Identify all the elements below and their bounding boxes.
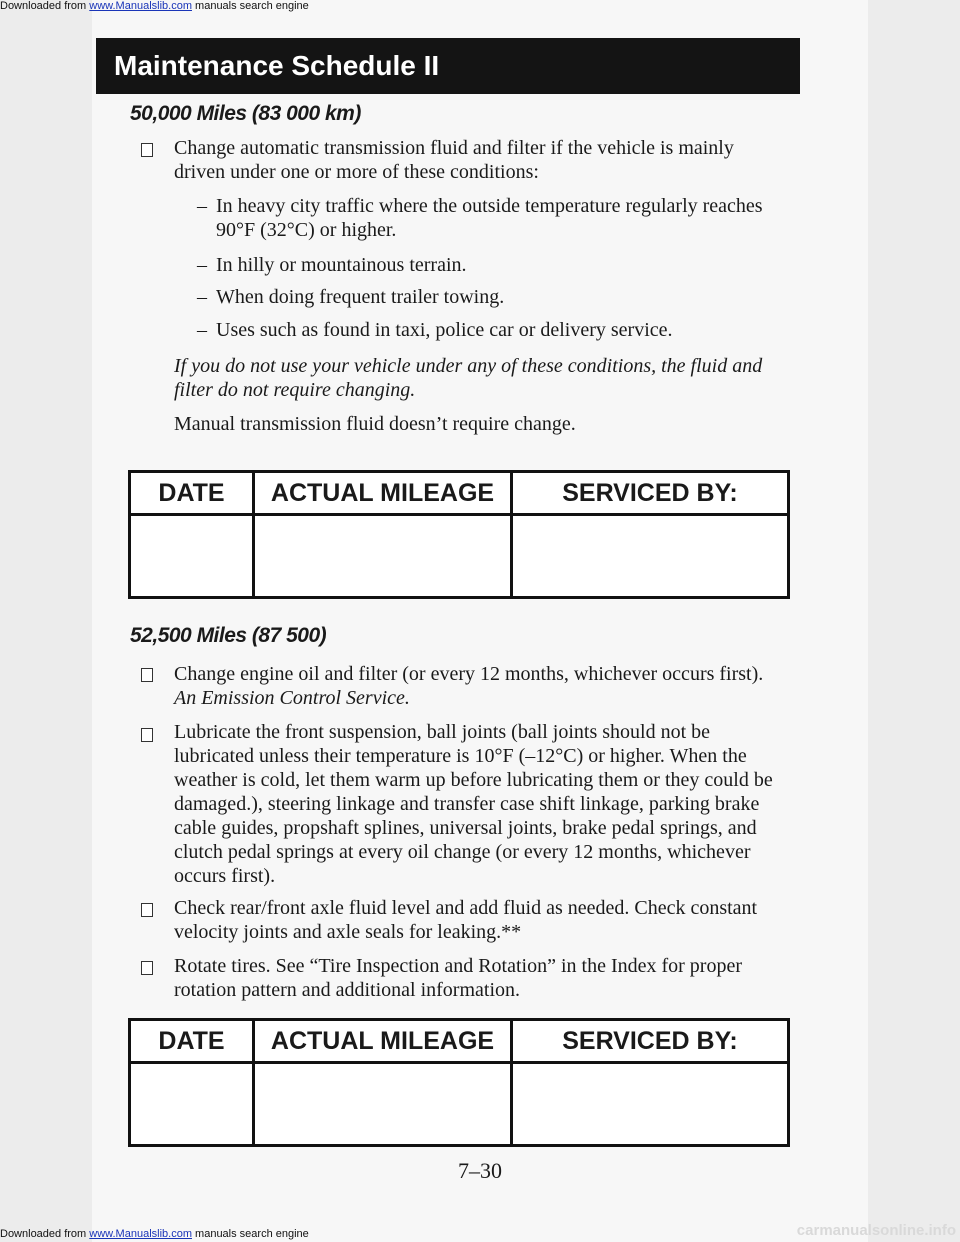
serviced-by-entry-cell[interactable]	[513, 1064, 787, 1144]
column-serviced-by: SERVICED BY:	[562, 1027, 738, 1055]
service-log-header	[131, 473, 787, 516]
bullet-dash: –	[197, 286, 207, 308]
item-engine-oil: Change engine oil and filter (or every 12 months, whichever occurs first). An Emission Control Service.	[174, 663, 764, 709]
manual-transmission-note: Manual transmission fluid doesn’t require change.	[174, 413, 576, 435]
column-serviced-by: SERVICED BY:	[562, 479, 738, 507]
mileage-heading-52500: 52,500 Miles (87 500)	[130, 624, 327, 647]
item-rotate-tires: Rotate tires. See “Tire Inspection and Rotation” in the Index for proper rotation pattern and additional information.	[174, 955, 742, 1001]
emission-control-label: An Emission Control Service.	[174, 687, 410, 709]
condition-trailer-towing: When doing frequent trailer towing.	[216, 286, 505, 308]
bullet-dash: –	[197, 254, 207, 276]
service-log-entry-row	[131, 516, 787, 596]
column-date: DATE	[131, 473, 255, 513]
checkbox-transmission-fluid[interactable]	[141, 143, 153, 157]
mileage-entry-cell[interactable]	[255, 516, 513, 596]
mileage-heading-50000: 50,000 Miles (83 000 km)	[130, 102, 361, 125]
checkbox-rotate-tires[interactable]	[141, 961, 153, 975]
bullet-dash: –	[197, 319, 207, 341]
conditions-note: If you do not use your vehicle under any of these conditions, the fluid and filter do not require changing.	[174, 355, 763, 401]
manualslib-link[interactable]: www.Manualslib.com	[89, 1228, 192, 1240]
bullet-dash: –	[197, 195, 207, 217]
item-lubricate-suspension: Lubricate the front suspension, ball joints (ball joints should not be lubricated unless their temperature is 10°F (–12°C) or higher. When the weather is cold, let them warm up before lubricating them or they could be damaged.), steering linkage and transfer case shift linkage, parking brake cable guides, propshaft splines, universal joints, brake pedal springs, and clutch pedal springs at every oil change (or every 12 months, whichever occurs first).	[174, 721, 773, 887]
condition-hilly-terrain: In hilly or mountainous terrain.	[216, 254, 467, 276]
service-log-table	[128, 1018, 790, 1147]
column-actual-mileage: ACTUAL MILEAGE	[255, 1021, 513, 1061]
download-note-bottom: Downloaded from www.Manualslib.com manuals search engine	[0, 1228, 309, 1240]
condition-taxi-police: Uses such as found in taxi, police car or delivery service.	[216, 319, 673, 341]
download-note-top: Downloaded from www.Manualslib.com manuals search engine	[0, 0, 309, 12]
service-log-header	[131, 1021, 787, 1064]
service-log-table	[128, 470, 790, 599]
serviced-by-entry-cell[interactable]	[513, 516, 787, 596]
column-actual-mileage: ACTUAL MILEAGE	[255, 473, 513, 513]
manualslib-link[interactable]: www.Manualslib.com	[89, 0, 192, 12]
mileage-entry-cell[interactable]	[255, 1064, 513, 1144]
item-transmission-fluid: Change automatic transmission fluid and filter if the vehicle is mainly driven under one or more of these conditions:	[174, 137, 734, 183]
item-axle-fluid: Check rear/front axle fluid level and add fluid as needed. Check constant velocity joints and axle seals for leaking.**	[174, 897, 758, 943]
service-log-entry-row	[131, 1064, 787, 1144]
checkbox-engine-oil[interactable]	[141, 668, 153, 682]
date-entry-cell[interactable]	[131, 516, 255, 596]
column-date: DATE	[131, 1021, 255, 1061]
checkbox-axle-fluid[interactable]	[141, 903, 153, 917]
site-watermark: carmanualsonline.info	[796, 1222, 956, 1239]
date-entry-cell[interactable]	[131, 1064, 255, 1144]
checkbox-lubricate[interactable]	[141, 728, 153, 742]
condition-city-traffic: In heavy city traffic where the outside temperature regularly reaches 90°F (32°C) or higher.	[216, 195, 763, 241]
page-number: 7–30	[458, 1158, 502, 1183]
section-banner: Maintenance Schedule II	[96, 38, 800, 94]
